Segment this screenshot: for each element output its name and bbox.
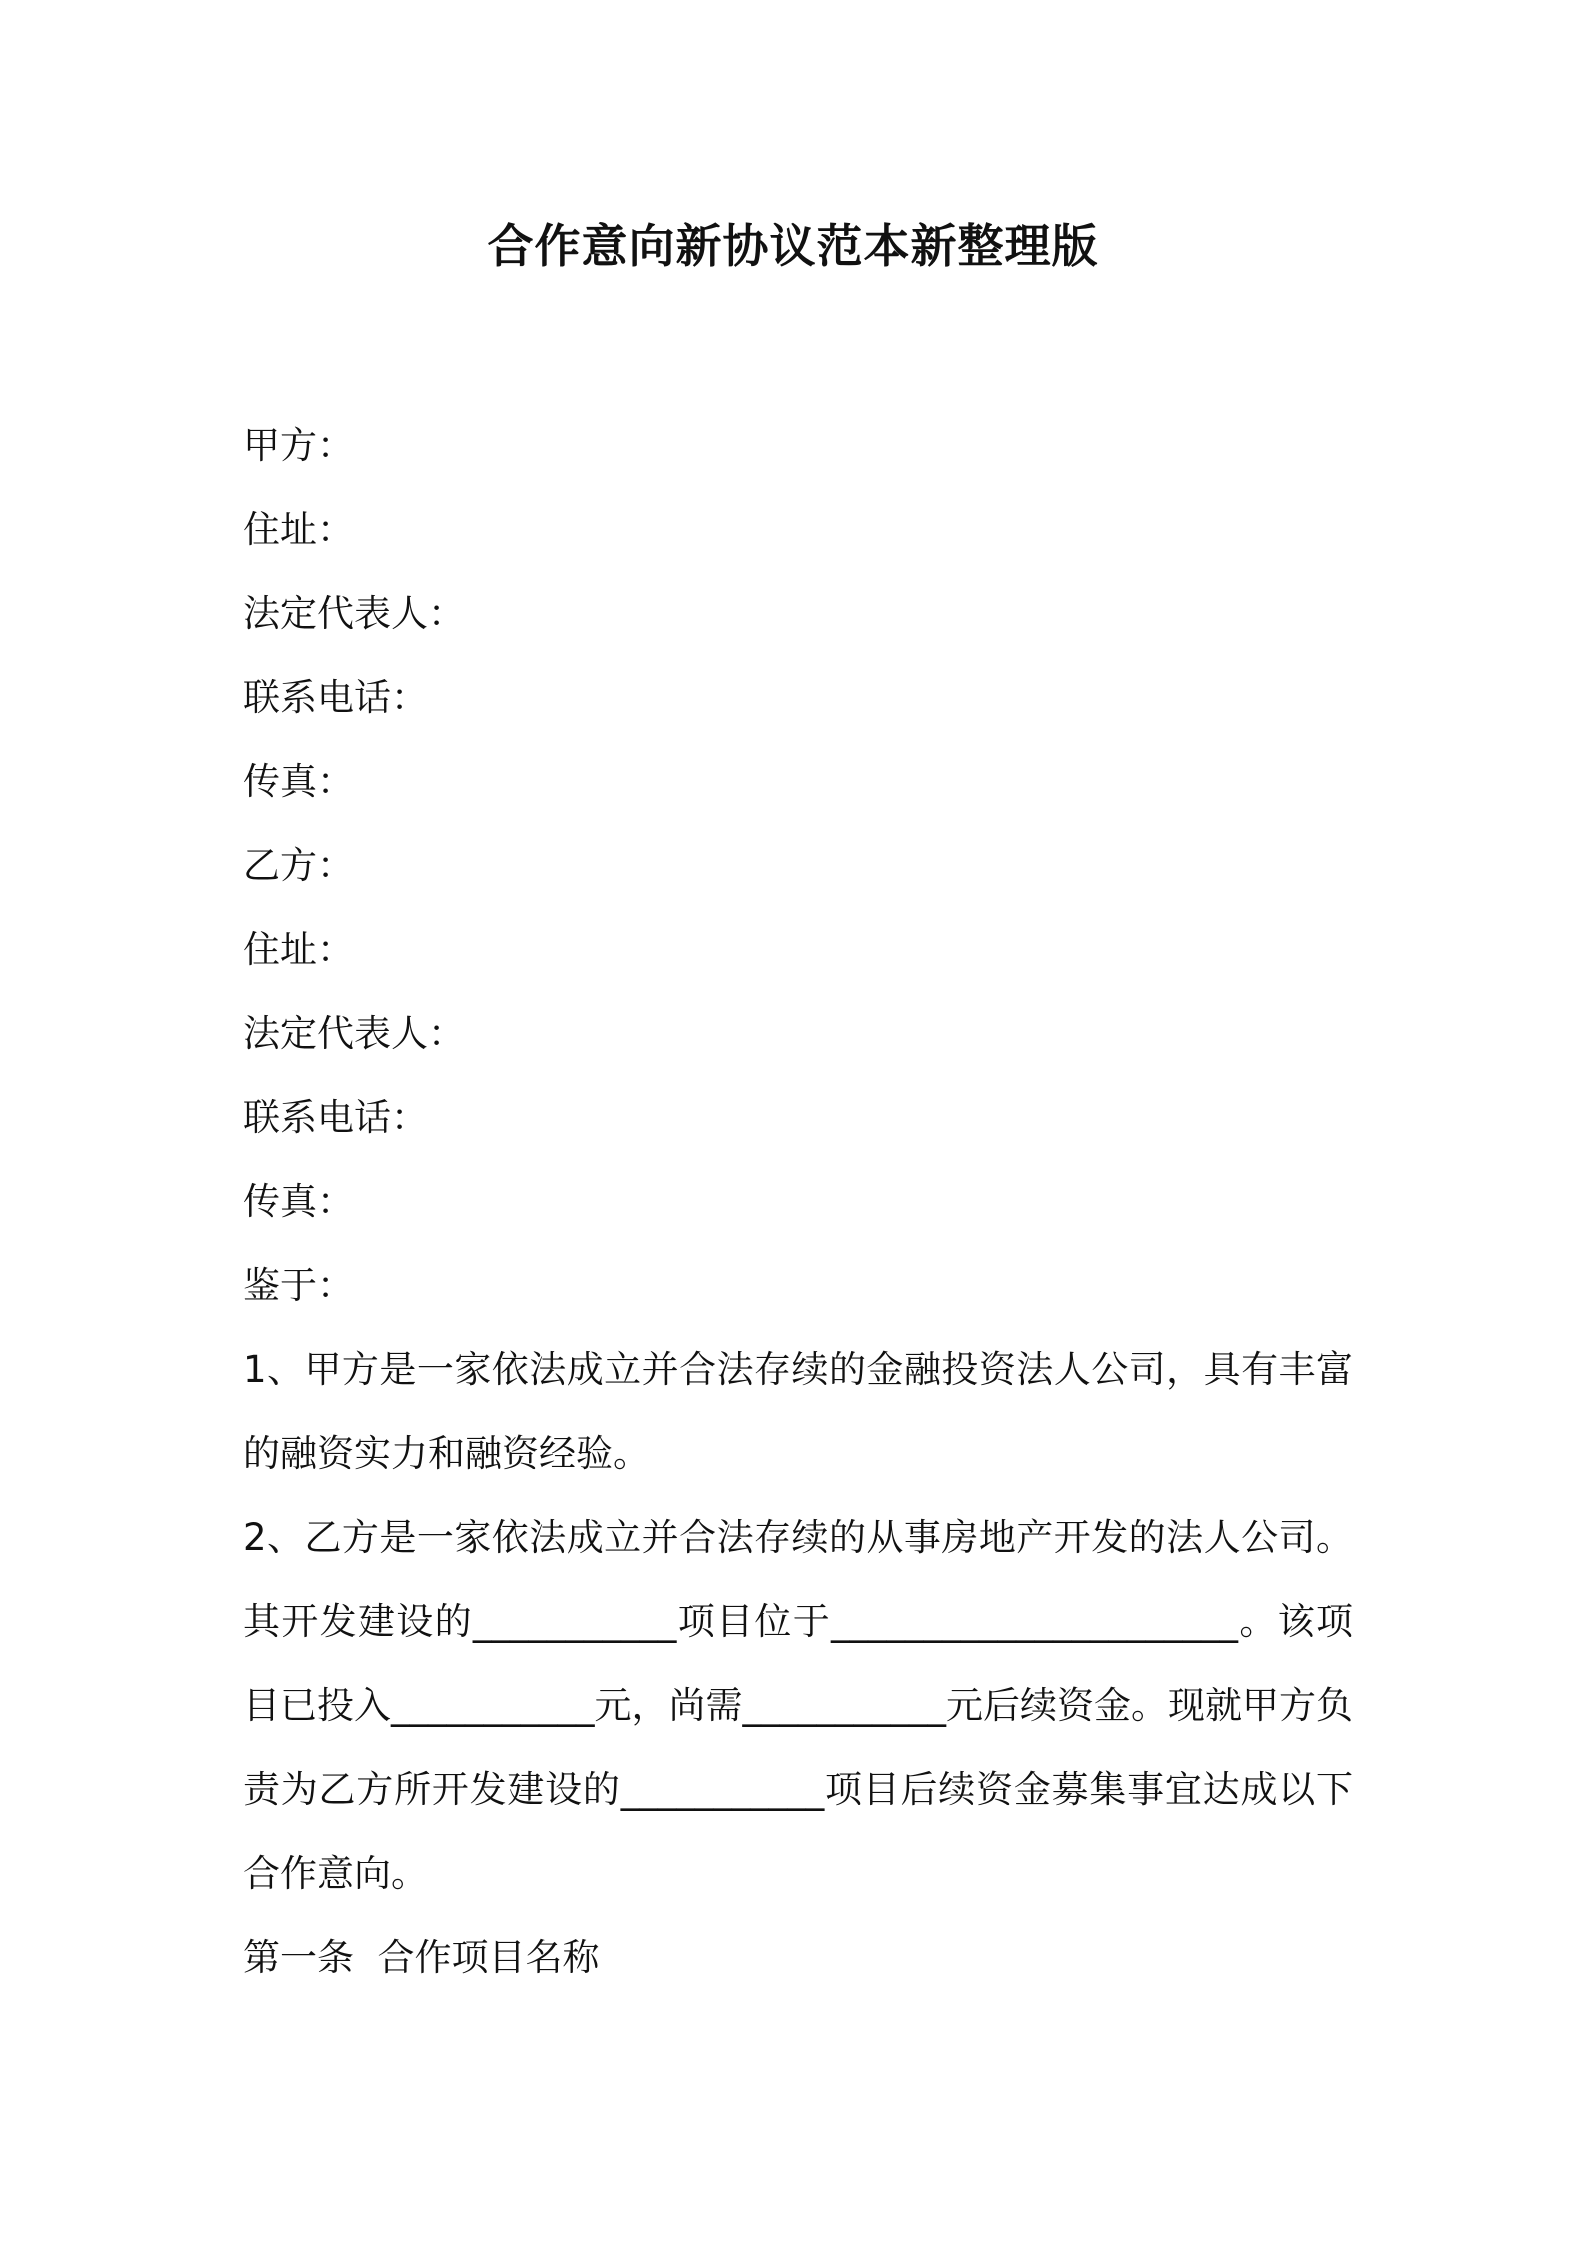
party-a-fax: 传真： [243, 760, 354, 803]
whereas-heading: 鉴于： [243, 1264, 354, 1307]
article-1-heading: 第一条 合作项目名称 [243, 1936, 600, 1979]
party-a-legal-rep: 法定代表人： [243, 592, 465, 635]
party-a-phone: 联系电话： [243, 676, 428, 719]
clause-1: 1、甲方是一家依法成立并合法存续的金融投资法人公司，具有丰富的融资实力和融资经验。 [243, 1348, 1353, 1475]
party-b-legal-rep: 法定代表人： [243, 1012, 465, 1055]
party-b-phone: 联系电话： [243, 1096, 428, 1139]
party-b-fax: 传真： [243, 1180, 354, 1223]
clause-2: 2、乙方是一家依法成立并合法存续的从事房地产开发的法人公司。其开发建设的___________项目位于______________________。该项目已投入___________元，尚需___________元后续资金。现就甲方负责为乙方所开发建设的___________项目后续资金募集事宜达成以下合作意向。 [243, 1516, 1353, 1895]
document-body [243, 404, 1353, 2000]
party-a-address: 住址： [243, 508, 354, 551]
document-title: 合作意向新协议范本新整理版 [487, 219, 1099, 273]
party-b-label: 乙方： [243, 844, 354, 887]
party-a-label: 甲方： [243, 424, 354, 467]
party-b-address: 住址： [243, 928, 354, 971]
